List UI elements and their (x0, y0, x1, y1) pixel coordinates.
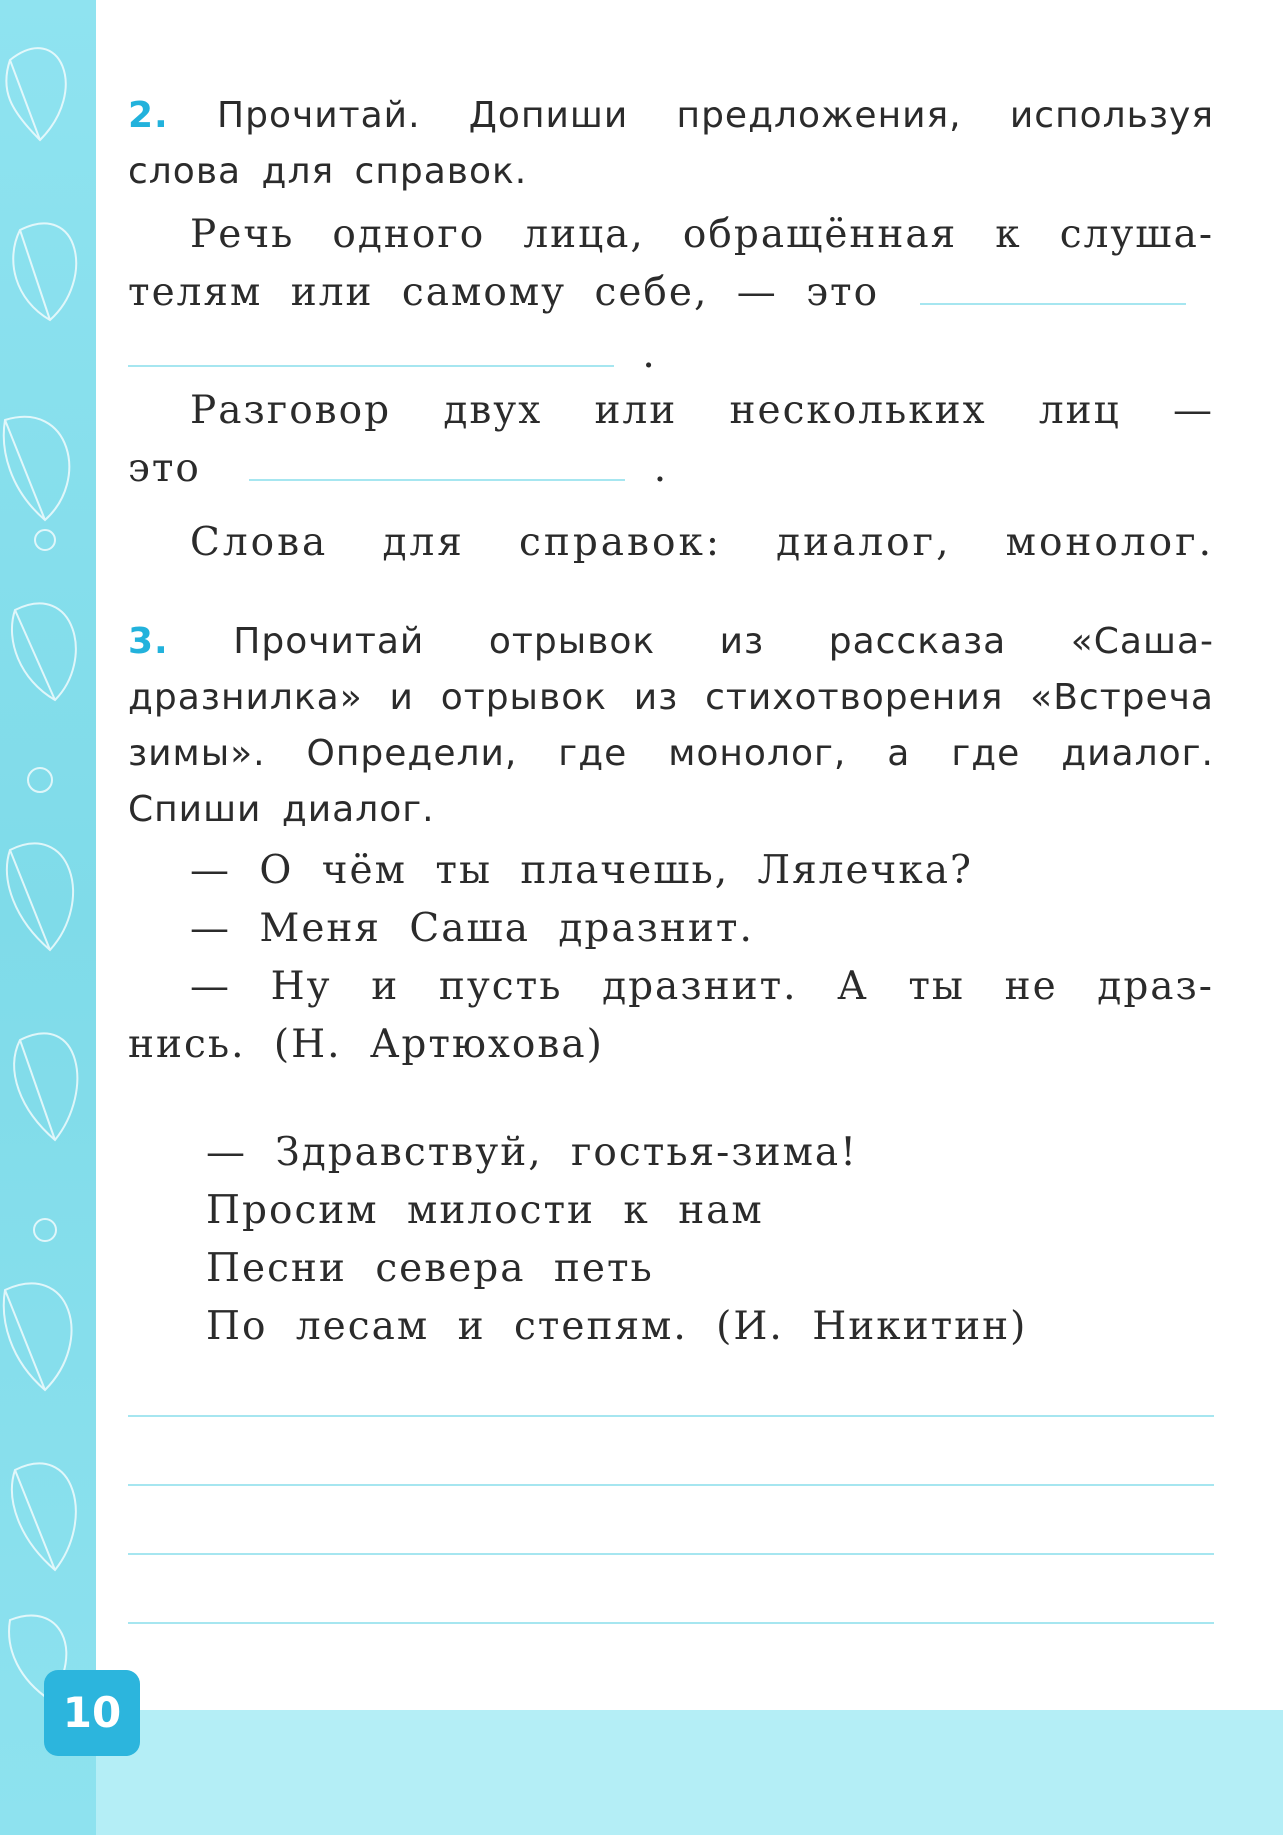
task-3-text: Прочитай отрывок из рассказа «Саша-дразнилка» и отрывок из стихотворения «Встреча зимы». Определи, где монолог, а где диалог. Спиши диалог. (128, 621, 1214, 830)
sentence-2-text: это (128, 446, 201, 491)
writing-line[interactable] (128, 1415, 1214, 1417)
poem-line: — Здравствуй, гостья-зима! (206, 1130, 858, 1175)
dialog-line: нись. (Н. Артюхова) (128, 1022, 604, 1067)
sentence-1-line-1: Речь одного лица, обращённая к слуша- (190, 212, 1214, 257)
reference-words: Слова для справок: диалог, монолог. (190, 520, 1214, 565)
poem-line: Песни севера петь (206, 1246, 654, 1291)
sentence-2-line-2 (128, 446, 668, 491)
sentence-1-period: . (642, 332, 657, 377)
decorative-leaf-strip (0, 0, 96, 1835)
sentence-2-period: . (653, 446, 669, 491)
task-2-instruction (128, 88, 1214, 200)
task-2-number: 2. (128, 95, 169, 136)
sentence-1-line-3 (128, 332, 657, 377)
writing-line[interactable] (128, 1622, 1214, 1624)
sentence-1-text: телям или самому себе, — это (128, 270, 880, 315)
leaf-pattern-icon (0, 0, 96, 1835)
page-number: 10 (44, 1670, 140, 1756)
writing-line[interactable] (128, 1484, 1214, 1486)
task-3-instruction (128, 614, 1214, 838)
answer-blank-1-continued[interactable] (128, 361, 614, 367)
dialog-line: — О чём ты плачешь, Лялечка? (190, 848, 973, 893)
dialog-line: — Ну и пусть дразнит. А ты не драз- (190, 964, 1214, 1009)
dialog-line: — Меня Саша дразнит. (190, 906, 754, 951)
task-2-text: Прочитай. Допиши предложения, используя слова для справок. (128, 95, 1214, 192)
poem-line: По лесам и степям. (И. Никитин) (206, 1304, 1028, 1349)
task-3-number: 3. (128, 621, 169, 662)
poem-line: Просим милости к нам (206, 1188, 764, 1233)
writing-line[interactable] (128, 1553, 1214, 1555)
answer-blank-1[interactable] (920, 299, 1186, 305)
sentence-1-line-2 (128, 270, 1214, 315)
answer-blank-2[interactable] (249, 475, 625, 481)
sentence-2-line-1: Разговор двух или нескольких лиц — (190, 388, 1214, 433)
bottom-band (96, 1710, 1283, 1835)
